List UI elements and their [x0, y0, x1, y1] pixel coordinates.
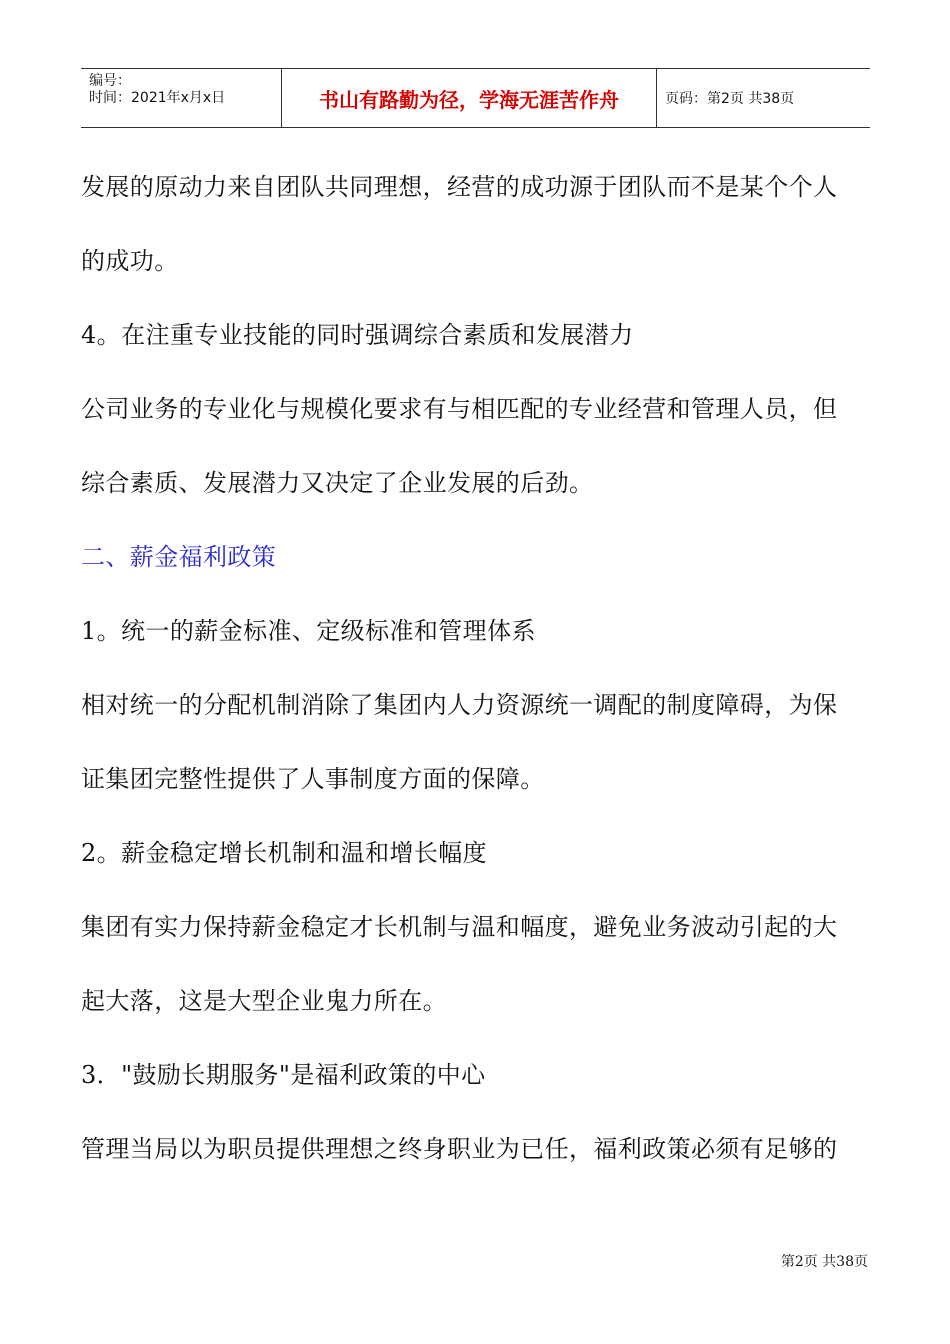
time-label: 时间：2021年x月x日	[89, 90, 226, 106]
section-heading: 二、薪金福利政策	[81, 543, 277, 571]
body-line: 集团有实力保持薪金稳定才长机制与温和幅度，避免业务波动引起的大	[81, 913, 838, 941]
page-header	[81, 68, 870, 128]
page-footer: 第2页 共38页	[780, 1254, 868, 1270]
subheading: 4。在注重专业技能的同时强调综合素质和发展潜力	[81, 321, 634, 349]
body-line: 相对统一的分配机制消除了集团内人力资源统一调配的制度障碍，为保	[81, 691, 838, 719]
body-line: 管理当局以为职员提供理想之终身职业为已任，福利政策必须有足够的	[81, 1135, 838, 1163]
body-line: 起大落，这是大型企业鬼力所在。	[81, 987, 447, 1015]
header-meta	[89, 73, 279, 107]
body-line: 证集团完整性提供了人事制度方面的保障。	[81, 765, 545, 793]
body-line: 的成功。	[81, 247, 179, 275]
subheading: 1。统一的薪金标准、定级标准和管理体系	[81, 617, 536, 645]
subheading: 3．"鼓励长期服务"是福利政策的中心	[81, 1061, 486, 1089]
body-line: 公司业务的专业化与规模化要求有与相匹配的专业经营和管理人员，但	[81, 395, 838, 423]
header-page-label: 页码：第2页 共38页	[665, 91, 795, 107]
body-line: 发展的原动力来自团队共同理想，经营的成功源于团队而不是某个个人	[81, 173, 838, 201]
document-body	[81, 150, 881, 1186]
header-motto: 书山有路勤为径，学海无涯苦作舟	[281, 69, 657, 127]
body-line: 综合素质、发展潜力又决定了企业发展的后劲。	[81, 469, 594, 497]
number-label: 编号：	[89, 73, 131, 89]
subheading: 2。薪金稳定增长机制和温和增长幅度	[81, 839, 488, 867]
